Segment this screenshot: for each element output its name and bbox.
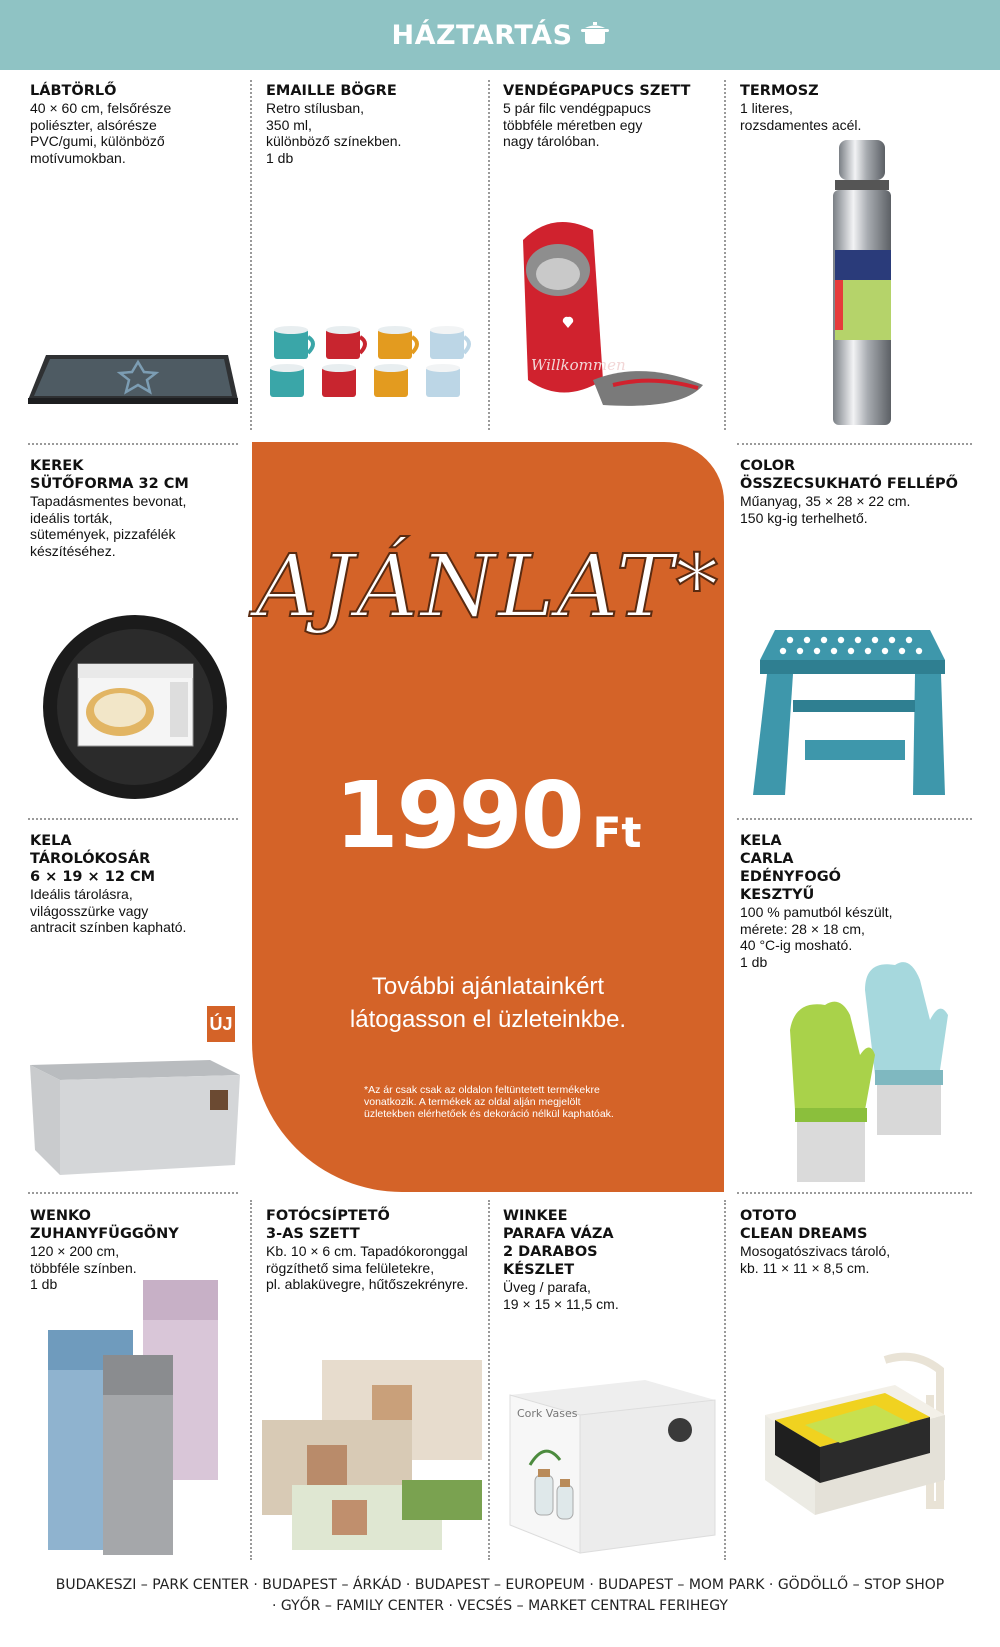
product-title: 2 DARABOS (503, 1244, 598, 1260)
baking-pan-image (40, 612, 230, 802)
felt-basket-image (30, 1055, 240, 1180)
offer-note-line: *Az ár csak csak az oldalon feltüntetett termékekre (364, 1084, 600, 1096)
product-title: 6 × 19 × 12 CM (30, 869, 156, 885)
product-title: ZUHANYFÜGGÖNY (30, 1226, 179, 1242)
product-desc: 120 × 200 cm, (30, 1243, 120, 1259)
grid-separator (724, 1200, 726, 1560)
section-title: HÁZTARTÁS (391, 19, 573, 51)
new-badge: ÚJ (207, 1006, 235, 1042)
product-title: CARLA (740, 851, 794, 867)
product-title: PARAFA VÁZA (503, 1226, 614, 1242)
offer-block (252, 442, 724, 1192)
product-desc: 350 ml, (266, 116, 312, 133)
product-papucs (503, 82, 718, 172)
product-desc: Műanyag, 35 × 28 × 22 cm. (740, 493, 911, 509)
product-desc: különböző színekben. (266, 133, 402, 149)
price-currency: Ft (592, 808, 642, 857)
product-desc: kb. 11 × 11 × 8,5 cm. (740, 1259, 870, 1276)
product-desc: 1 db (740, 953, 768, 970)
product-desc: nagy tárolóban. (503, 133, 600, 149)
product-desc: Ideális tárolásra, (30, 886, 133, 902)
product-desc: 19 × 15 × 11,5 cm. (503, 1295, 619, 1312)
offer-note-line: üzletekben elérhetőek és dekoráció nélkül kaphatóak. (364, 1108, 614, 1120)
product-title: CLEAN DREAMS (740, 1226, 868, 1242)
product-desc: antracit színben kapható. (30, 919, 187, 935)
section-header (0, 0, 1000, 70)
cork-vase-box-image (505, 1375, 720, 1555)
product-title: LÁBTÖRLŐ (30, 83, 117, 99)
shower-curtain-image (48, 1280, 223, 1560)
slipper-print: Willkommen (531, 356, 626, 374)
grid-separator (488, 1200, 490, 1560)
product-desc: rozsdamentes acél. (740, 116, 862, 133)
product-sutoforma (30, 457, 245, 567)
product-desc: PVC/gumi, különböző (30, 133, 165, 149)
product-desc: világosszürke vagy (30, 902, 149, 919)
product-desc: 1 literes, (740, 100, 793, 116)
product-desc: többféle színben. (30, 1259, 137, 1276)
offer-footnote (364, 1084, 684, 1120)
product-desc: rögzíthető sima felületekre, (266, 1259, 435, 1276)
product-desc: 1 db (30, 1276, 58, 1292)
grid-separator (724, 80, 726, 430)
product-ototo (740, 1207, 975, 1276)
grid-separator (737, 1192, 972, 1194)
product-desc: Mosogatószivacs tároló, (740, 1243, 891, 1259)
product-desc: Üveg / parafa, (503, 1279, 591, 1295)
photo-clips-image (262, 1360, 482, 1550)
offer-more-line: További ajánlatainkért (371, 973, 605, 1000)
product-desc: ideális torták, (30, 509, 113, 526)
product-title: EDÉNYFOGÓ (740, 869, 841, 885)
product-title: COLOR (740, 458, 796, 474)
grid-separator (28, 443, 238, 445)
product-title: OTOTO (740, 1208, 797, 1224)
product-title: KELA (30, 833, 72, 849)
offer-more-line: látogasson el üzleteinkbe. (349, 1006, 627, 1033)
slippers-image (503, 210, 718, 430)
product-title: KEREK (30, 458, 84, 474)
offer-headline: AJÁNLAT* (255, 537, 721, 637)
grid-separator (28, 1192, 238, 1194)
grid-separator (250, 80, 252, 430)
product-termosz (740, 82, 970, 142)
grid-separator (488, 80, 490, 430)
product-bogre (266, 82, 481, 172)
product-title: VENDÉGPAPUCS SZETT (503, 83, 691, 99)
box-label: Cork Vases (517, 1407, 578, 1420)
grid-separator (737, 818, 972, 820)
offer-price (252, 762, 724, 869)
product-desc: Kb. 10 × 6 cm. Tapadókoronggal (266, 1243, 468, 1259)
product-vaza (503, 1207, 718, 1317)
enamel-mugs-image (266, 325, 481, 405)
grid-separator (250, 1200, 252, 1560)
product-tarolokosar (30, 832, 245, 942)
product-title: WENKO (30, 1208, 91, 1224)
product-title: 3-AS SZETT (266, 1226, 360, 1242)
product-kesztyu (740, 832, 975, 972)
product-title: ÖSSZECSUKHATÓ FELLÉPŐ (740, 476, 958, 492)
store-list-footer (0, 1575, 1000, 1617)
product-desc: készítéséhez. (30, 542, 116, 559)
product-desc: sütemények, pizzafélék (30, 526, 176, 542)
product-desc: motívumokban. (30, 149, 126, 166)
product-desc: 150 kg-ig terhelhető. (740, 509, 868, 526)
product-desc: Tapadásmentes bevonat, (30, 493, 187, 509)
product-desc: többféle méretben egy (503, 116, 643, 133)
sponge-bed-image (745, 1355, 955, 1530)
product-title: WINKEE (503, 1208, 568, 1224)
product-fotocsipteto (266, 1207, 486, 1297)
product-desc: mérete: 28 × 18 cm, (740, 920, 865, 937)
product-desc: 1 db (266, 149, 294, 166)
product-title: KESZTYŰ (740, 887, 815, 903)
product-title: KÉSZLET (503, 1262, 575, 1278)
store-list-line: BUDAKESZI – PARK CENTER · BUDAPEST – ÁRKÁD · BUDAPEST – EUROPEUM · BUDAPEST – MOM PARK · GÖDÖLLŐ – STOP SHOP (55, 1577, 945, 1593)
product-desc: 100 % pamutból készült, (740, 904, 893, 920)
folding-step-image (745, 620, 950, 805)
grid-separator (28, 818, 238, 820)
product-desc: pl. ablaküvegre, hűtőszekrényre. (266, 1276, 469, 1292)
product-title: TÁROLÓKOSÁR (30, 851, 151, 867)
product-desc: 40 × 60 cm, felsőrésze (30, 100, 172, 116)
product-desc: 40 °C-ig mosható. (740, 937, 853, 953)
doormat-image (28, 350, 238, 405)
product-title: FOTÓCSÍPTETŐ (266, 1208, 390, 1224)
product-title: EMAILLE BÖGRE (266, 83, 397, 99)
product-desc: Retro stílusban, (266, 100, 365, 116)
product-title: TERMOSZ (740, 83, 819, 99)
grid-separator (737, 443, 972, 445)
store-list-line: · GYŐR – FAMILY CENTER · VECSÉS – MARKET CENTRAL FERIHEGY (272, 1598, 728, 1614)
product-title: KELA (740, 833, 782, 849)
cooking-pot-icon (581, 21, 609, 50)
oven-mitts-image (780, 960, 950, 1185)
thermos-image (825, 140, 900, 430)
price-value: 1990 (334, 762, 583, 869)
product-title: SÜTŐFORMA 32 CM (30, 476, 189, 492)
product-fellepo (740, 457, 975, 537)
offer-note-line: vonatkozik. A termékek az oldal alján megjelölt (364, 1096, 581, 1108)
product-desc: 5 pár filc vendégpapucs (503, 100, 651, 116)
offer-more-text (252, 970, 724, 1036)
product-desc: poliészter, alsórésze (30, 116, 157, 133)
